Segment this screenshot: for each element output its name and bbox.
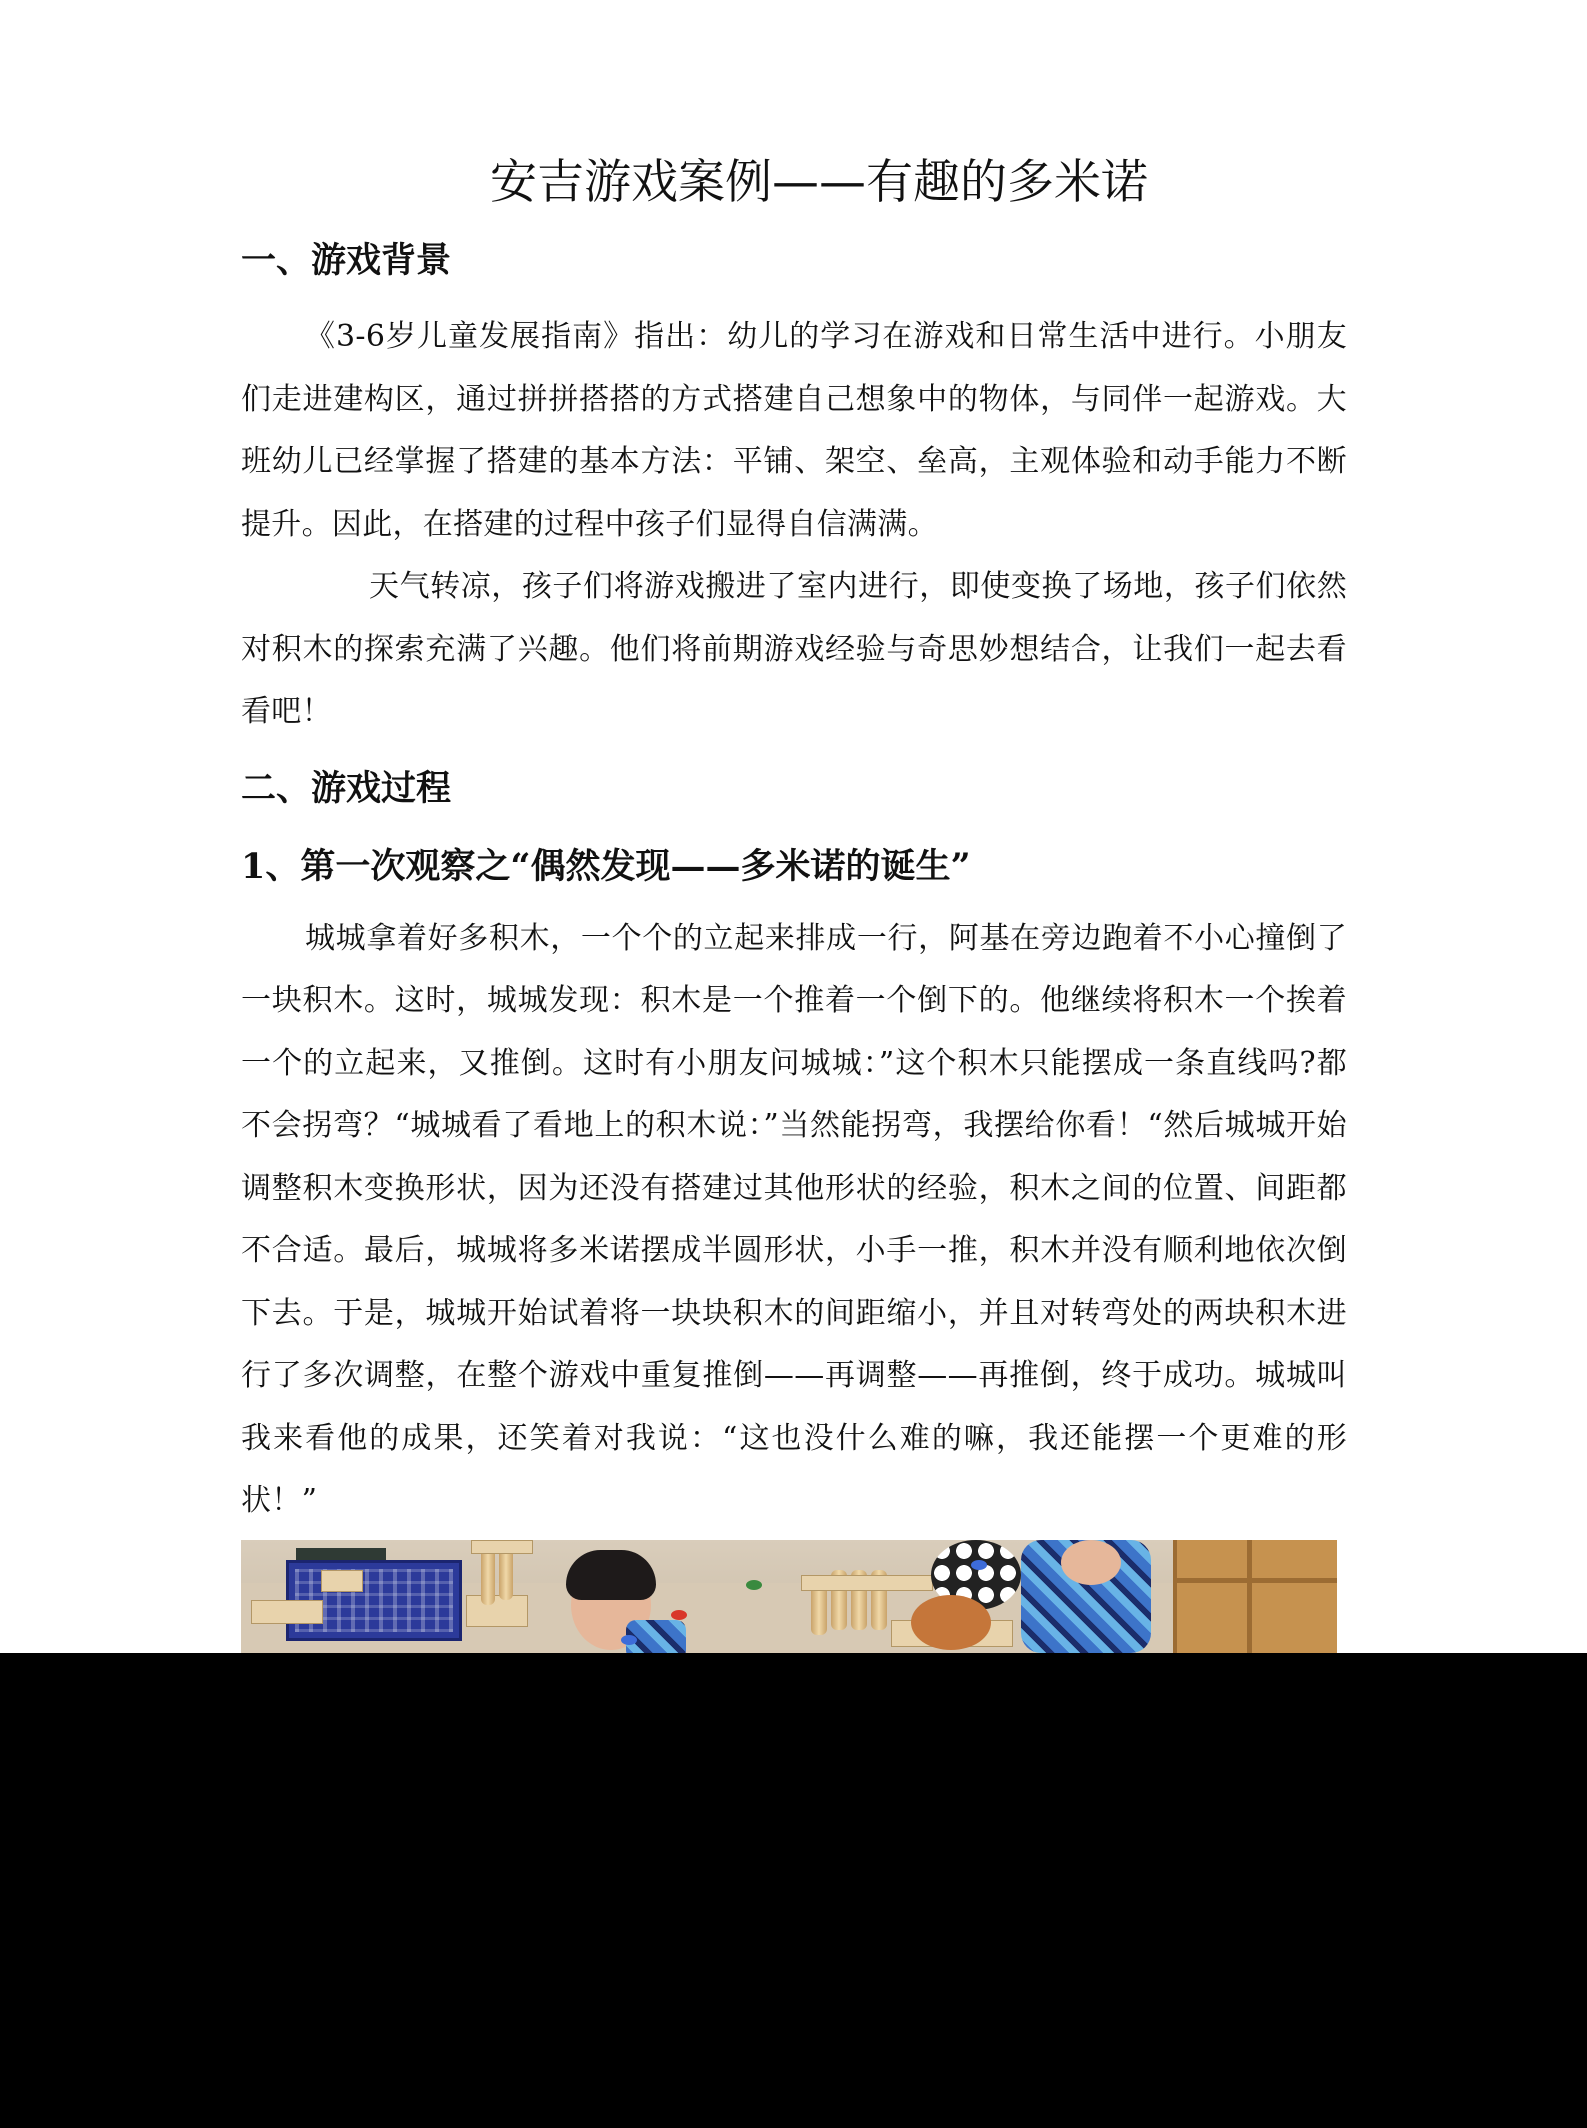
observation-paragraph: 城城拿着好多积木，一个个的立起来排成一行，阿基在旁边跑着不小心撞倒了一块积木。这时，城城发现：积木是一个推着一个倒下的。他继续将积木一个挨着一个的立起来，又推倒。这时有小朋友问城城：”这个积木只能摆成一条直线吗?都不会拐弯？“城城看了看地上的积木说：”当然能拐弯，我摆给你看！“然后城城开始调整积木变换形状，因为还没有搭建过其他形状的经验，积木之间的位置、间距都不合适。最后，城城将多米诺摆成半圆形状，小手一推，积木并没有顺利地依次倒下去。于是，城城开始试着将一块块积木的间距缩小，并且对转弯处的两块积木进行了多次调整，在整个游戏中重复推倒——再调整——再推倒，终于成功。城城叫我来看他的成果，还笑着对我说：“这也没什么难的嘛，我还能摆一个更难的形状！” bbox=[241, 920, 1347, 1518]
observation-subheading: 1、第一次观察之“偶然发现——多米诺的诞生” bbox=[241, 845, 971, 887]
document-title: 安吉游戏案例——有趣的多米诺 bbox=[490, 155, 1148, 210]
classroom-photo bbox=[241, 1540, 1337, 1653]
background-paragraph-2: 天气转凉，孩子们将游戏搬进了室内进行，即使变换了场地，孩子们依然对积木的探索充满了兴趣。他们将前期游戏经验与奇思妙想结合，让我们一起去看看吧！ bbox=[241, 569, 1347, 729]
section-heading-process: 二、游戏过程 bbox=[241, 767, 452, 809]
document-body bbox=[241, 150, 1347, 1533]
section-heading-background: 一、游戏背景 bbox=[241, 240, 452, 281]
background-paragraph-1: 《3-6岁儿童发展指南》指出：幼儿的学习在游戏和日常生活中进行。小朋友们走进建构区，通过拼拼搭搭的方式搭建自己想象中的物体，与同伴一起游戏。大班幼儿已经掌握了搭建的基本方法：平铺、架空、垒高，主观体验和动手能力不断提升。因此，在搭建的过程中孩子们显得自信满满。 bbox=[241, 319, 1347, 542]
